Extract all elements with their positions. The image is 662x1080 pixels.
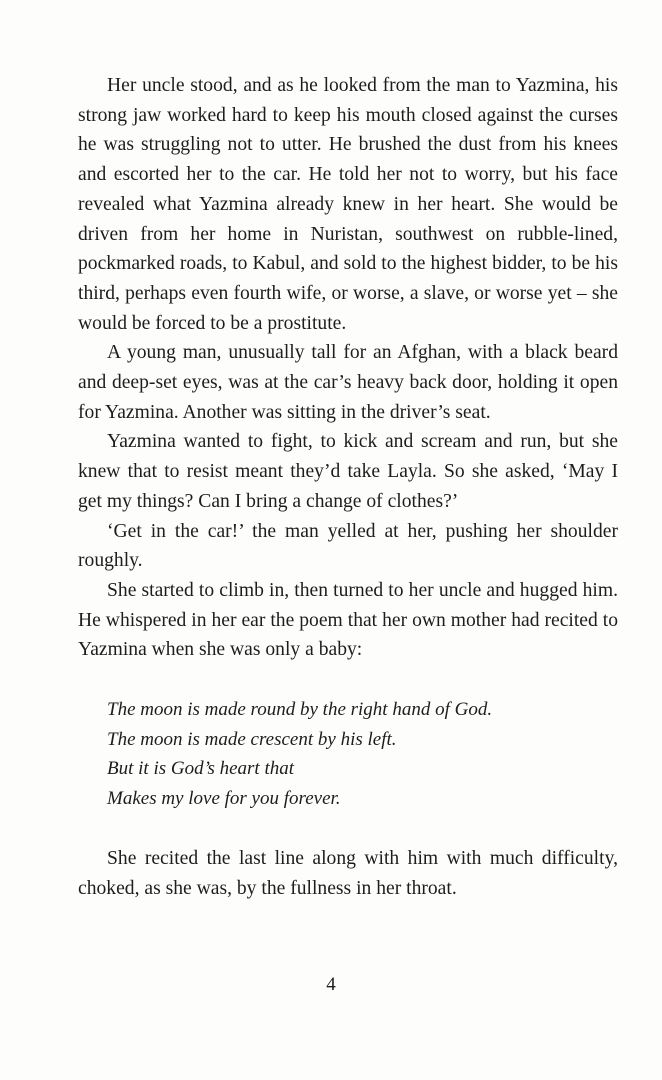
paragraph: ‘Get in the car!’ the man yelled at her, pushing her shoulder roughly. — [78, 520, 618, 572]
page-text — [78, 71, 618, 903]
paragraph: She started to climb in, then turned to her uncle and hugged him. He whispered in her ear the poem that her own mother had recited to Yazmina when she was only a baby: — [78, 579, 618, 661]
poem-line: The moon is made round by the right hand of God. — [107, 699, 493, 721]
page-number: 4 — [326, 974, 336, 995]
poem-line: But it is God’s heart that — [107, 758, 295, 780]
poem-line: Makes my love for you forever. — [107, 788, 341, 810]
poem-line: The moon is made crescent by his left. — [107, 728, 397, 750]
paragraph: Her uncle stood, and as he looked from the man to Yazmina, his strong jaw worked hard to keep his mouth closed against the curses he was struggling not to utter. He brushed the dust from his knees and escorted her to the car. He told her not to worry, but his face revealed what Yazmina already knew in her heart. She would be driven from her home in Nuristan, southwest on rubble-lined, pockmarked roads, to Kabul, and sold to the highest bidder, to be his third, perhaps even fourth wife, or worse, a slave, or worse yet – she would be forced to be a prostitute. — [78, 75, 618, 334]
paragraph: A young man, unusually tall for an Afghan, with a black beard and deep-set eyes, was at the car’s heavy back door, holding it open for Yazmina. Another was sitting in the driver’s seat. — [78, 342, 618, 423]
poem — [107, 695, 618, 814]
paragraph: She recited the last line along with him with much difficulty, choked, as she was, by the fullness in her throat. — [78, 847, 618, 899]
paragraph: Yazmina wanted to fight, to kick and scream and run, but she knew that to resist meant they’d take Layla. So she asked, ‘May I get my things? Can I bring a change of clothes?’ — [78, 431, 618, 512]
